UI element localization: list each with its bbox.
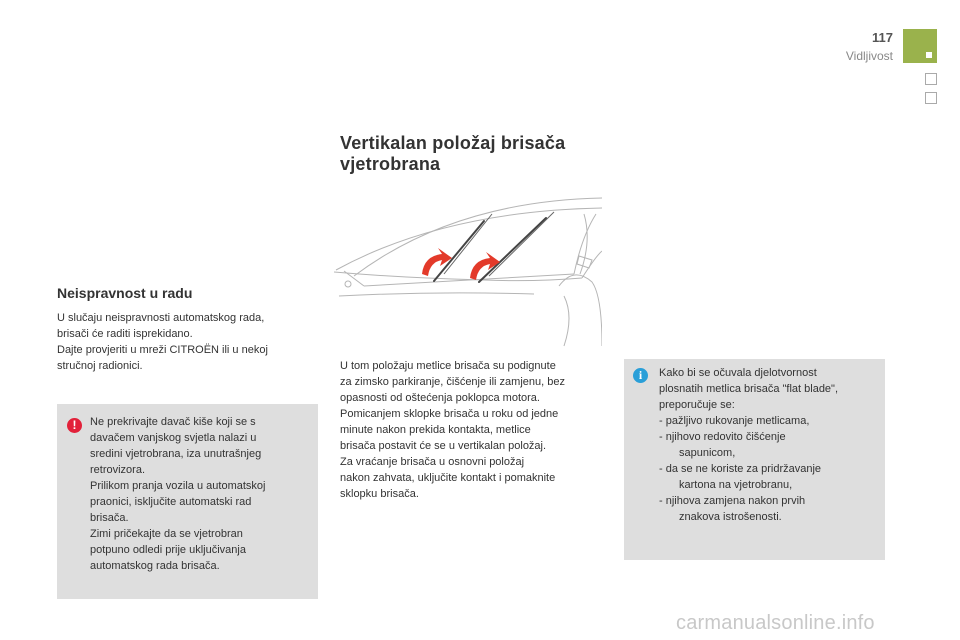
list-item: - pažljivo rukovanje metlicama, <box>659 415 810 427</box>
text-line: potpuno odledi prije uključivanja <box>90 544 246 556</box>
text-line: U tom položaju metlice brisača su podignute <box>340 360 556 372</box>
list-item: - njihova zamjena nakon prvih <box>659 495 806 507</box>
info-box <box>624 359 885 560</box>
text-line: Zimi pričekajte da se vjetrobran <box>90 528 243 540</box>
text-line: retrovizora. <box>90 464 146 476</box>
text-line: opasnosti od oštećenja poklopca motora. <box>340 392 540 404</box>
text-line: brisača postavit će se u vertikalan položaj. <box>340 440 547 452</box>
text-line: sklopku brisača. <box>340 488 419 500</box>
page-number: 117 <box>872 30 893 45</box>
text-line: Dajte provjeriti u mreži CITROËN ili u nekoj <box>57 344 268 356</box>
page-title <box>340 133 610 175</box>
list-item: - njihovo redovito čišćenje <box>659 431 786 443</box>
info-text <box>659 365 881 525</box>
text-line: Pomicanjem sklopke brisača u roku od jedne <box>340 408 559 420</box>
page-title-line-2: vjetrobrana <box>340 154 441 174</box>
text-line: davačem vanjskog svjetla nalazi u <box>90 432 257 444</box>
chapter-tab-marker <box>926 52 932 58</box>
text-line: Prilikom pranja vozila u automatskoj <box>90 480 266 492</box>
text-line: sredini vjetrobrana, iza unutrašnjeg <box>90 448 262 460</box>
text-line: Ne prekrivajte davač kiše koji se s <box>90 416 256 428</box>
page-title-line-1: Vertikalan položaj brisača <box>340 133 566 153</box>
windscreen-wiper-illustration <box>334 196 602 352</box>
text-line: praonici, isključite automatski rad <box>90 496 252 508</box>
text-line: brisači će raditi isprekidano. <box>57 328 193 340</box>
chapter-tab-empty-1 <box>925 73 937 85</box>
text-line: plosnatih metlica brisača "flat blade", <box>659 383 839 395</box>
warning-text <box>90 414 312 574</box>
text-line: preporučuje se: <box>659 399 735 411</box>
chapter-tab-empty-2 <box>925 92 937 104</box>
list-item-continuation: kartona na vjetrobranu, <box>679 479 793 491</box>
text-line: za zimsko parkiranje, čišćenje ili zamjenu, bez <box>340 376 565 388</box>
text-line: minute nakon prekida kontakta, metlice <box>340 424 531 436</box>
info-icon: i <box>633 368 648 383</box>
text-line: nakon zahvata, uključite kontakt i pomaknite <box>340 472 556 484</box>
text-line: Za vraćanje brisača u osnovni položaj <box>340 456 525 468</box>
text-line: brisača. <box>90 512 129 524</box>
list-item-continuation: znakova istrošenosti. <box>679 511 782 523</box>
warning-icon: ! <box>67 418 82 433</box>
text-line: automatskog rada brisača. <box>90 560 220 572</box>
chapter-tab <box>903 29 937 63</box>
malfunction-title: Neispravnost u radu <box>57 285 193 301</box>
watermark: carmanualsonline.info <box>676 612 875 634</box>
section-name: Vidljivost <box>845 49 893 63</box>
warning-box <box>57 404 318 599</box>
text-line: stručnoj radionici. <box>57 360 143 372</box>
text-line: U slučaju neispravnosti automatskog rada, <box>57 312 265 324</box>
list-item: - da se ne koriste za pridržavanje <box>659 463 822 475</box>
text-line: Kako bi se očuvala djelotvornost <box>659 367 817 379</box>
malfunction-text <box>57 310 307 374</box>
main-body-text <box>340 358 605 502</box>
list-item-continuation: sapunicom, <box>679 447 736 459</box>
